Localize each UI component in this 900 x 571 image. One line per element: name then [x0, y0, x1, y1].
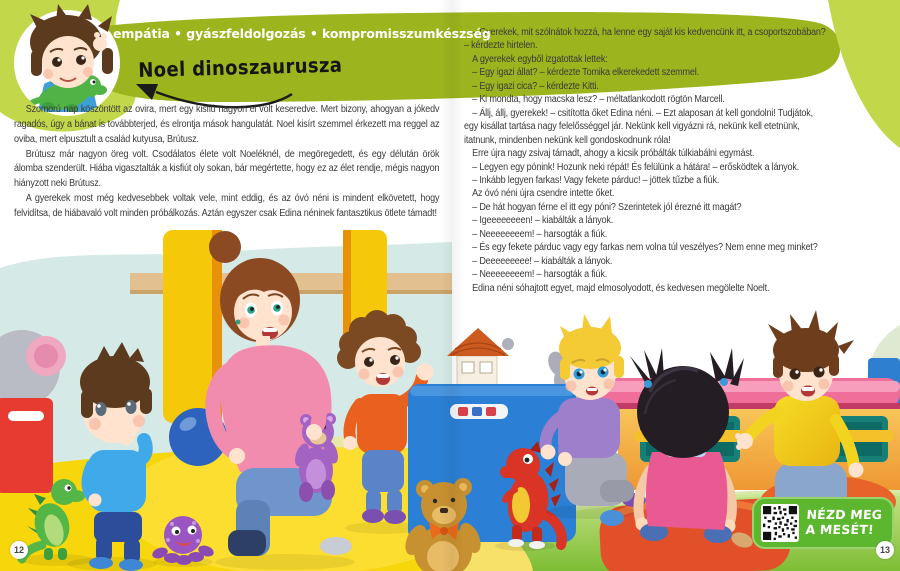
story-line: – kérdezte hirtelen.	[464, 40, 538, 52]
page-gutter	[440, 0, 464, 571]
qr-badge	[752, 497, 894, 549]
qr-badge-label	[805, 508, 883, 538]
story-line: Az óvó néni újra csendre intette őket.	[472, 188, 615, 200]
story-line: – Igeeeeeeeen! – kiabálták a lányok.	[472, 215, 614, 227]
story-line: – És egy fekete párduc vagy egy farkas nem volna túl veszélyes? Nem enne meg minket?	[472, 242, 818, 254]
story-line: – Egy igazi állat? – kérdezte Tomika elkerekedett szemmel.	[472, 67, 699, 79]
story-paragraph: Szomorú nap köszöntött az ovira, mert egy kisfiú nagyon el volt keseredve. Mert bizony, ahogyan a jókedv ragadós, úgy a bánat is továbbterjed, és elrontja mások hangulatát. Noel kisírt szemmel érkezett ma reggel az oviba, mert elpusztult a család kutyusa, Brútusz.	[14, 104, 440, 145]
story-line: – Állj, állj, gyerekek! – csitította őket Edina néni. – Ezt alaposan át kell gondolni! Tudjátok,	[472, 107, 813, 119]
page-number-left: 12	[10, 541, 28, 559]
story-line: Edina néni sóhajtott egyet, majd elmosolyodott, és kedvesen megölelte Noelt.	[472, 282, 770, 294]
story-line: – De hát hogyan férne el itt egy póni? Szerintetek jól érezné itt magát?	[472, 201, 742, 213]
qr-badge-line1: NÉZD MEG	[806, 507, 883, 523]
left-page-text	[14, 103, 439, 222]
story-paragraph: Brútusz már nagyon öreg volt. Csodálatos élete volt Noeléknél, de megöregedett, és egy délután örök álomba szenderült. Hiába vigasztalták a kisfiút oly sokan, bár megértette, hogy ez az élet rendje, mégis nagyon hiányzott neki Brútusz.	[14, 148, 440, 190]
qr-badge-line2: A MESÉT!	[805, 522, 875, 537]
story-paragraph: A gyerekek most még kedvesebbek voltak vele, mint eddig, és az óvó néni is mindent elkövetett, hogy felvidítsa, de hiábavaló volt minden próbálkozás. Aztán egyszer csak Edina néninek fantasztikus ötlete támadt!	[14, 193, 440, 219]
story-line: – Inkább legyen farkas! Vagy fekete párduc! – jöttek tűzbe a fiúk.	[472, 174, 720, 186]
story-line: – Neeeeeeeem! – harsogták a fiúk.	[472, 269, 608, 281]
story-line: egy kisállat tartása nagy felelősséggel jár. Nekünk kell vigyázni rá, nekünk kell etetnünk,	[464, 121, 800, 133]
page-number-right: 13	[876, 541, 894, 559]
red-toy-box-icon	[0, 398, 53, 493]
right-page-text	[464, 26, 889, 295]
story-line: itatnunk, mindenben nekünk kell gondoskodnunk róla!	[464, 134, 671, 146]
story-line: Erre újra nagy zsivaj támadt, ahogy a kicsik próbálták túlkiabálni egymást.	[472, 148, 755, 160]
story-line: – Deeeeeeeee! – kiabálták a lányok.	[472, 255, 613, 267]
story-title: Noel dinoszaurusza	[138, 52, 343, 82]
qr-code-icon	[761, 504, 799, 542]
story-line: – Gyerekek, mit szólnátok hozzá, ha lenne egy saját kis kedvencünk itt, a csoportszobában?	[472, 27, 826, 38]
story-line: – Neeeeeeeem! – harsogták a fiúk.	[472, 228, 608, 240]
story-line: – Ki mondta, hogy macska lesz? – méltatlankodott rögtön Marcell.	[472, 94, 725, 106]
story-line: A gyerekek egyből izgatottak lettek:	[472, 53, 608, 65]
theme-banner-text: empátia • gyászfeldolgozás • kompromisszumkészség	[113, 26, 491, 41]
story-line: – Legyen egy pónink! Hozunk neki répát! És felülünk a hátára! – erősködtek a lányok.	[472, 161, 800, 173]
story-line: – Egy igazi cica? – kérdezte Kitti.	[472, 80, 599, 92]
